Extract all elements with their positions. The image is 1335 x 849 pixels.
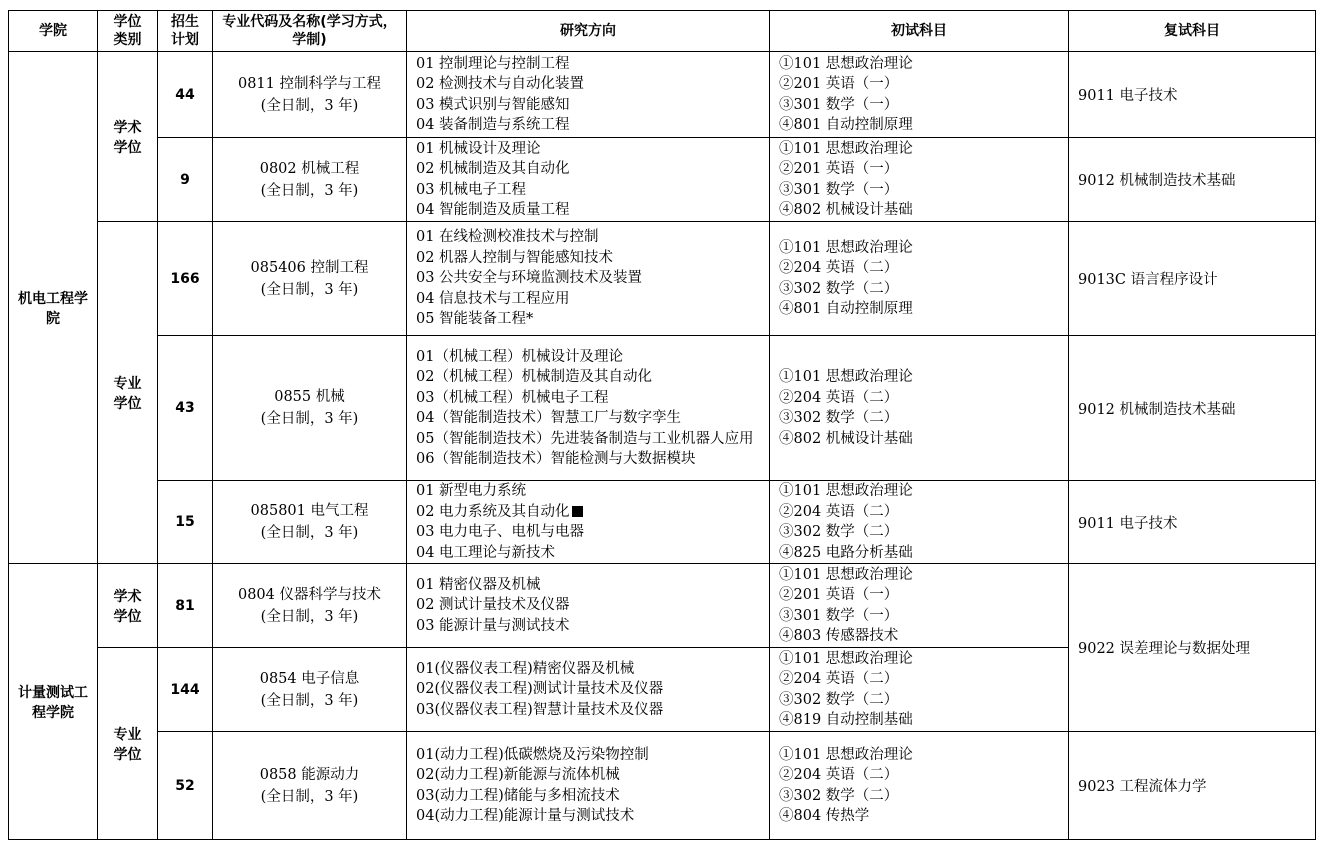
exam-cell	[770, 481, 1069, 564]
major-name: 0855 机械	[274, 389, 345, 405]
research-item: 03 公共安全与环境监测技术及装置	[416, 270, 643, 287]
exam-item: ③302 数学（二）	[779, 691, 899, 708]
degree-type-cell: 学术学位	[98, 52, 158, 222]
exam-item: ②204 英语（二）	[779, 260, 899, 276]
exam-cell	[770, 222, 1069, 336]
research-cell	[407, 564, 770, 648]
header-quota: 招生计划	[158, 11, 213, 52]
quota-cell: 144	[158, 648, 213, 732]
research-item: 04 智能制造及质量工程	[416, 202, 570, 218]
major-name: 0811 控制科学与工程	[237, 75, 381, 92]
research-item: 02 测试计量技术及仪器	[416, 597, 570, 614]
retest-cell: 9012 机械制造技术基础	[1069, 336, 1316, 481]
table-row	[9, 138, 1316, 222]
research-item: 06（智能制造技术）智能检测与大数据模块	[416, 451, 696, 467]
retest-cell: 9023 工程流体力学	[1069, 732, 1316, 840]
research-cell	[407, 222, 770, 336]
research-item: 04 电工理论与新技术	[416, 544, 556, 561]
study-mode: (全日制，3 年)	[260, 788, 359, 805]
research-item: 02(仪器仪表工程)测试计量技术及仪器	[416, 681, 664, 698]
exam-item: ②201 英语（一）	[779, 76, 899, 92]
exam-item: ①101 思想政治理论	[779, 239, 913, 256]
exam-item: ③302 数学（二）	[779, 410, 899, 426]
major-cell	[213, 732, 407, 840]
study-mode: (全日制，3 年)	[260, 608, 359, 625]
header-college: 学院	[9, 11, 98, 52]
table-row	[9, 336, 1316, 481]
exam-item: ①101 思想政治理论	[779, 746, 913, 763]
exam-item: ④804 传热学	[779, 808, 870, 824]
major-name: 0804 仪器科学与技术	[237, 586, 381, 603]
table-row	[9, 481, 1316, 564]
exam-item: ③301 数学（一）	[779, 181, 899, 198]
exam-item: ④819 自动控制基础	[779, 712, 913, 728]
major-cell	[213, 481, 407, 564]
exam-cell	[770, 336, 1069, 481]
major-cell	[213, 138, 407, 222]
exam-item: ①101 思想政治理论	[779, 650, 913, 667]
header-degree-type: 学位类别	[98, 11, 158, 52]
study-mode: (全日制，3 年)	[260, 525, 359, 541]
table-row	[9, 222, 1316, 336]
major-name: 0802 机械工程	[259, 160, 360, 177]
degree-type-cell: 专业学位	[98, 222, 158, 564]
retest-cell: 9022 误差理论与数据处理	[1069, 564, 1316, 732]
research-item: 01(仪器仪表工程)精密仪器及机械	[416, 660, 635, 677]
header-retest: 复试科目	[1069, 11, 1316, 52]
study-mode: (全日制，3 年)	[260, 97, 359, 114]
exam-item: ④802 机械设计基础	[779, 202, 913, 218]
quota-cell: 52	[158, 732, 213, 840]
exam-cell	[770, 52, 1069, 138]
exam-cell	[770, 138, 1069, 222]
college-cell: 机电工程学院	[9, 52, 98, 564]
exam-item: ④801 自动控制原理	[779, 301, 913, 317]
black-square-icon	[572, 506, 583, 517]
study-mode: (全日制，3 年)	[260, 281, 359, 298]
research-item: 01 精密仪器及机械	[416, 576, 541, 593]
exam-item: ②204 英语（二）	[779, 503, 899, 520]
exam-cell	[770, 732, 1069, 840]
quota-cell: 43	[158, 336, 213, 481]
research-item: 03(动力工程)储能与多相流技术	[416, 787, 620, 804]
study-mode: (全日制，3 年)	[260, 411, 359, 427]
research-item: 01（机械工程）机械设计及理论	[416, 348, 623, 365]
major-name: 085406 控制工程	[250, 259, 369, 276]
research-item: 01 在线检测校准技术与控制	[416, 229, 599, 246]
table-row	[9, 732, 1316, 840]
exam-item: ②204 英语（二）	[779, 389, 899, 406]
study-mode: (全日制，3 年)	[260, 692, 359, 709]
header-row	[9, 11, 1316, 52]
research-item: 03 电力电子、电机与电器	[416, 524, 585, 540]
research-item: 03（机械工程）机械电子工程	[416, 389, 609, 406]
exam-item: ③302 数学（二）	[779, 280, 899, 297]
research-item: 03 能源计量与测试技术	[416, 617, 570, 634]
major-cell	[213, 564, 407, 648]
college-cell: 计量测试工程学院	[9, 564, 98, 840]
exam-item: ②201 英语（一）	[779, 161, 899, 177]
exam-item: ②201 英语（一）	[779, 587, 899, 603]
research-item: 01 控制理论与控制工程	[416, 55, 570, 72]
quota-cell: 44	[158, 52, 213, 138]
major-cell	[213, 336, 407, 481]
degree-type-cell: 专业学位	[98, 648, 158, 840]
research-item: 05 智能装备工程*	[416, 311, 534, 328]
retest-cell: 9011 电子技术	[1069, 481, 1316, 564]
major-name: 0854 电子信息	[259, 670, 360, 687]
research-cell	[407, 138, 770, 222]
retest-cell: 9012 机械制造技术基础	[1069, 138, 1316, 222]
exam-item: ③301 数学（一）	[779, 607, 899, 624]
quota-cell: 9	[158, 138, 213, 222]
research-item: 02（机械工程）机械制造及其自动化	[416, 369, 652, 385]
research-cell	[407, 336, 770, 481]
research-cell	[407, 481, 770, 564]
research-item: 01 新型电力系统	[416, 483, 527, 499]
exam-item: ④801 自动控制原理	[779, 117, 913, 133]
quota-cell: 15	[158, 481, 213, 564]
exam-item: ②204 英语（二）	[779, 671, 899, 687]
retest-cell: 9013C 语言程序设计	[1069, 222, 1316, 336]
table-row	[9, 52, 1316, 138]
research-item: 05（智能制造技术）先进装备制造与工业机器人应用	[416, 430, 754, 447]
exam-cell	[770, 648, 1069, 732]
research-item: 04 信息技术与工程应用	[416, 290, 570, 307]
exam-item: ①101 思想政治理论	[779, 369, 913, 385]
research-text: 02 电力系统及其自动化	[416, 503, 570, 520]
major-cell	[213, 52, 407, 138]
admissions-table	[8, 10, 1316, 840]
research-item: 03 模式识别与智能感知	[416, 96, 570, 113]
research-item: 03 机械电子工程	[416, 181, 527, 198]
exam-item: ①101 思想政治理论	[779, 140, 913, 157]
research-item: 03(仪器仪表工程)智慧计量技术及仪器	[416, 701, 664, 718]
research-item	[416, 502, 760, 523]
study-mode: (全日制，3 年)	[260, 182, 359, 199]
exam-item: ④803 传感器技术	[779, 628, 899, 644]
quota-cell: 81	[158, 564, 213, 648]
research-item: 04（智能制造技术）智慧工厂与数字孪生	[416, 410, 681, 426]
major-cell	[213, 648, 407, 732]
research-item: 02 机械制造及其自动化	[416, 161, 570, 177]
major-cell	[213, 222, 407, 336]
table-row	[9, 564, 1316, 648]
exam-item: ③301 数学（一）	[779, 96, 899, 113]
quota-cell: 166	[158, 222, 213, 336]
research-item: 04 装备制造与系统工程	[416, 117, 570, 133]
header-research: 研究方向	[407, 11, 770, 52]
research-cell	[407, 52, 770, 138]
exam-cell	[770, 564, 1069, 648]
retest-cell: 9011 电子技术	[1069, 52, 1316, 138]
research-item: 02 检测技术与自动化装置	[416, 76, 585, 92]
header-major: 专业代码及名称(学习方式，学制)	[213, 11, 407, 52]
research-item: 02(动力工程)新能源与流体机械	[416, 767, 620, 783]
exam-item: ①101 思想政治理论	[779, 566, 913, 583]
exam-item: ②204 英语（二）	[779, 767, 899, 783]
exam-item: ③302 数学（二）	[779, 787, 899, 804]
exam-item: ③302 数学（二）	[779, 524, 899, 540]
research-cell	[407, 648, 770, 732]
exam-item: ①101 思想政治理论	[779, 483, 913, 499]
header-initial-exam: 初试科目	[770, 11, 1069, 52]
exam-item: ④802 机械设计基础	[779, 430, 913, 447]
research-item: 01 机械设计及理论	[416, 140, 541, 157]
major-name: 085801 电气工程	[250, 503, 369, 519]
exam-item: ①101 思想政治理论	[779, 55, 913, 72]
research-item: 01(动力工程)低碳燃烧及污染物控制	[416, 746, 649, 763]
major-name: 0858 能源动力	[259, 766, 360, 783]
research-item: 02 机器人控制与智能感知技术	[416, 249, 614, 266]
degree-type-cell: 学术学位	[98, 564, 158, 648]
research-item: 04(动力工程)能源计量与测试技术	[416, 808, 635, 824]
exam-item: ④825 电路分析基础	[779, 544, 913, 561]
research-cell	[407, 732, 770, 840]
